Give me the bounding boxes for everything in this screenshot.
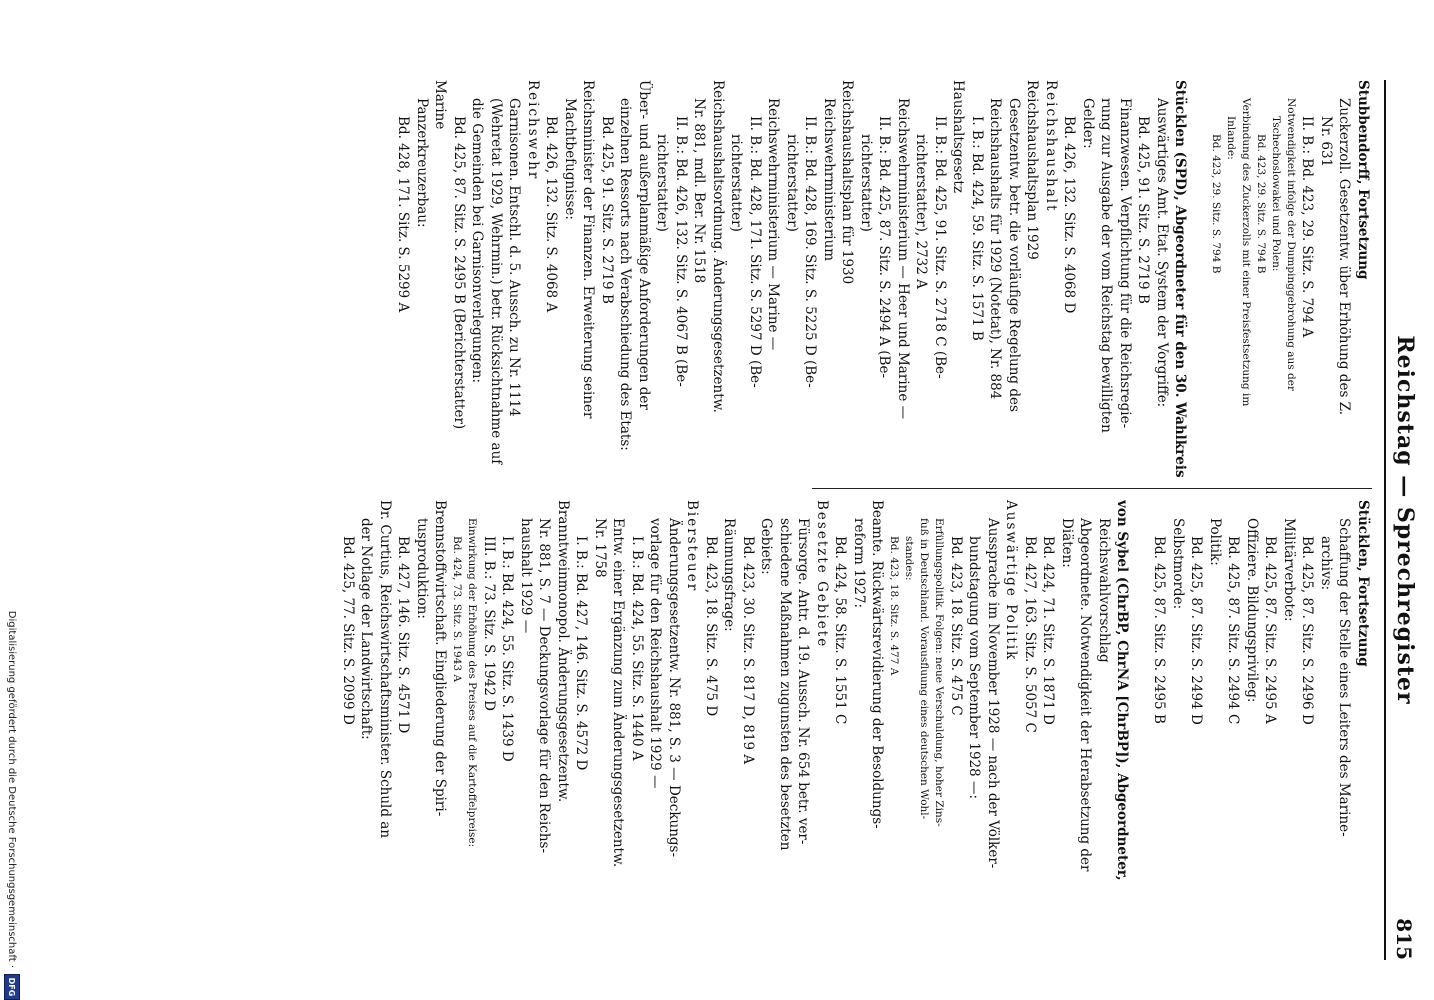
index-line: Diäten: [1059, 518, 1075, 568]
index-line: Entw. einer Ergänzung zum Änderungsgesetzentw. [610, 518, 627, 868]
index-line: Bd. 425, 91. Sitz. S. 2719 B [1135, 116, 1152, 304]
index-line: Brennstoffwirtschaft. Eingliederung der Spiri- [432, 500, 449, 817]
index-line: Panzerkreuzerbau: [414, 98, 430, 228]
index-line: richterstatter), 2732 A [913, 134, 930, 289]
right-column [339, 500, 1373, 940]
index-line: I. B.: Bd. 424, 55. Sitz. S. 1440 A [629, 536, 645, 761]
index-line: (Wehretat 1929, Wehrmin.) betr. Rücksichtnahme auf [488, 98, 504, 465]
index-line [1132, 500, 1151, 940]
index-line: haushalt 1929 — [518, 518, 534, 634]
index-line: Politik: [1207, 518, 1223, 566]
dfg-logo: DFG [4, 974, 20, 1000]
index-line: Zuckerzoll. Gesetzentw. über Erhöhung des Z. [1336, 98, 1353, 416]
index-line: Besetzte Gebiete [814, 500, 830, 649]
index-line: Reichswehrministerium [821, 98, 837, 262]
index-line: Stücklen (SPD), Abgeordneter für den 30. Wahlkreis [1172, 80, 1189, 478]
index-line: Reichshaushaltsplan 1929 [1024, 80, 1041, 260]
index-line: II. B.: Bd. 425, 87. Sitz. S. 2494 A (Be- [876, 116, 893, 379]
index-line: Beamte. Rückwärtsrevidierung der Besoldungs- [869, 500, 886, 829]
index-line: Reichshaushaltsplan für 1930 [839, 80, 856, 285]
index-line: Reichswehr [525, 80, 541, 181]
index-line: Reichswehrministerium — Marine — [765, 98, 782, 351]
page-number: 815 [1392, 918, 1416, 960]
index-line: richterstatter) [728, 134, 745, 232]
index-line: die Gemeinden bei Garnisonverlegungen: [469, 98, 486, 384]
index-line: Bd. 423, 29. Sitz. S. 794 B [1255, 134, 1267, 274]
index-line: bundstagung vom September 1928 —: [966, 536, 983, 800]
index-line: Auswärtige Politik [1003, 500, 1020, 662]
index-line: Bd. 426, 132. Sitz. S. 4068 D [1061, 116, 1078, 314]
index-line: Bd. 423, 29. Sitz. S. 794 B [1210, 134, 1222, 274]
index-line: Räumungsfrage: [721, 518, 738, 632]
index-line: Bd. 425, 87. Sitz. S. 2495 A [1262, 536, 1279, 724]
index-line: richterstatter) [784, 134, 800, 232]
index-line: Reichsminister der Finanzen. Erweiterung seiner [580, 80, 597, 419]
index-line: Bd. 425, 87. Sitz. S. 2494 D [1188, 536, 1205, 725]
index-line: von Sybel (ChrBP, ChrNA [ChrBP]), Abgeordneter, [1114, 500, 1131, 881]
index-line: Gelder: [1080, 98, 1096, 149]
index-line: Gesetzentw. betr. die vorläufige Regelung des [1006, 98, 1022, 412]
index-line: tusproduktion: [414, 518, 430, 619]
page-header [1384, 80, 1426, 960]
index-line: Offiziere. Bildungsprivileg: [1244, 518, 1260, 703]
index-line: Bd. 428, 171. Sitz. S. 5299 A [395, 116, 412, 313]
index-line: Notwendigkeit infolge der Dumpinggebrohung aus der [1285, 98, 1297, 391]
index-line: Reichshaushaltsordnung. Änderungsgesetzentw. [710, 80, 726, 413]
index-line: standes: [903, 536, 916, 581]
index-line: Fürsorge. Antr. d. 19. Aussch. Nr. 654 betr. ver- [795, 518, 812, 845]
index-line: Nr. 881, S. 7 — Deckungsvorlage für den Reichs- [536, 518, 553, 854]
index-line: Bd. 423, 18. Sitz. S. 475 D [703, 536, 719, 717]
index-line: Bd. 425, 87. Sitz. S. 2496 D [1299, 536, 1316, 725]
index-line [1190, 80, 1209, 480]
index-line: Dr. Curtius, Reichswirtschaftsminister. Schuld an [377, 500, 393, 839]
index-line: II. B.: Bd. 423, 29. Sitz. S. 794 A [1299, 116, 1316, 338]
index-line: Nr. 631 [1318, 116, 1334, 168]
index-line: Bd. 423, 18. Sitz. S. 477 A [888, 536, 901, 676]
index-line: II. B.: Bd. 425, 91. Sitz. S. 2718 C (Be- [932, 116, 948, 379]
index-line: Tschechoslowakei und Polen: [1270, 116, 1282, 272]
index-line: I. B.: Bd. 424, 55. Sitz. S. 1439 D [499, 536, 516, 762]
index-line: Schaffung der Stelle eines Leiters des Marine- [1336, 518, 1353, 837]
index-line: richterstatter) [654, 134, 671, 232]
index-line: Bd. 425, 87. Sitz. S. 2495 B (Berichterstatter) [451, 116, 467, 430]
index-line: Reichshaushalt [1043, 80, 1059, 213]
index-line: Verbindung des Zuckerzolls mit einer Preisfestsetzung im [1240, 98, 1252, 407]
index-line: Selbstmorde: [1170, 518, 1186, 610]
index-line: Biersteuer [684, 500, 701, 593]
index-line: fuß in Deutschland. Vorausfluung eines deutschen Wohl- [918, 518, 931, 820]
index-line: Marine [432, 80, 449, 130]
index-line: Änderungsgesetzentw. Nr. 881, S. 3 — Deckungs- [666, 518, 682, 858]
index-line: Bd. 425, 91. Sitz. S. 2719 B [599, 116, 615, 304]
index-line: Über- und außerplanmäßige Anforderungen der [636, 80, 652, 410]
index-line: Gebiets: [758, 518, 775, 575]
index-line: Bd. 425, 87. Sitz. S. 2494 C [1225, 536, 1242, 725]
index-line: Reichshaushalts für 1929 (Notetat), Nr. 884 [987, 98, 1004, 400]
index-line: richterstatter) [858, 134, 874, 232]
index-line: Aussprache im November 1928 — nach der Völker- [985, 518, 1001, 869]
index-line: Bd. 423, 30. Sitz. S. 817 D, 819 A [740, 536, 756, 765]
index-line: Inlande: [1225, 116, 1237, 160]
index-line: Finanzwesen. Verpflichtung für die Reichsregie- [1117, 98, 1133, 429]
index-line: Einwirkung der Erhöhung des Preises auf die Kartoffelpreise: [466, 518, 479, 848]
index-line: Bd. 427, 163. Sitz. S. 5057 C [1022, 536, 1038, 733]
index-line: rung zur Ausgabe der vom Reichstag bewilligten [1098, 98, 1115, 433]
index-line: Bd. 425, 87. Sitz. S. 2495 B [1151, 536, 1168, 724]
index-line: Abgeordnete. Notwendigkeit der Herabsetzung der [1077, 518, 1094, 872]
left-column [394, 80, 1372, 480]
running-head: Reichstag — Sprechregister [1392, 335, 1418, 705]
index-line: III. B.: 73. Sitz. S. 1942 D [481, 536, 497, 711]
index-line: reform 1927: [851, 518, 867, 609]
index-line: Branntweinmonopol. Änderungsgesetzentw. [555, 500, 571, 803]
index-line: Nr. 1758 [592, 518, 608, 578]
index-line: Bd. 424, 71. Sitz. S. 1871 D [1040, 536, 1057, 725]
index-line: I. B.: Bd. 424, 59. Sitz. S. 1571 B [969, 116, 985, 341]
index-line: schiedene Maßnahmen zugunsten des besetzten [777, 518, 793, 851]
digitization-credit [2, 0, 22, 1000]
index-line: Reichswehrministerium — Heer und Marine — [895, 98, 911, 420]
index-line: Bd. 426, 132. Sitz. S. 4068 A [543, 116, 560, 313]
index-line: I. B.: Bd. 427, 146. Sitz. S. 4572 D [573, 536, 590, 771]
index-line: Machtbefugnisse: [562, 98, 578, 220]
index-line: Stücklen, Fortsetzung [1355, 500, 1371, 667]
index-line: Garnisonen. Entschl. d. 5. Aussch. zu Nr. 1114 [506, 98, 523, 417]
index-line: archivs: [1318, 536, 1334, 591]
index-line: Militärverbote: [1281, 518, 1297, 622]
index-line: II. B.: Bd. 428, 169. Sitz. S. 5225 D (Be- [802, 116, 819, 388]
index-line: Nr. 881, mdl. Ber. Nr. 1518 [691, 98, 708, 284]
index-line: II. B.: Bd. 428, 171. Sitz. S. 5297 D (Be- [747, 116, 763, 388]
index-line: Auswärtiges Amt. Etat. System der Vorgriffe: [1154, 98, 1170, 408]
index-line: II. B.: Bd. 426, 132. Sitz. S. 4067 B (Be- [673, 116, 689, 387]
index-line: Bd. 424, 58. Sitz. S. 1551 C [832, 536, 849, 725]
credit-text: Digitalisierung gefördert durch die Deutsche Forschungsgemeinschaft · [6, 610, 18, 968]
index-line: Bd. 427, 146. Sitz. S. 4571 D [395, 536, 412, 734]
index-line: Erfüllungspolitik. Folgen: neue Verschuldung, hoher Zins- [933, 518, 946, 827]
index-line: der Notlage der Landwirtschaft: [358, 518, 375, 740]
index-line: einzelnen Ressorts nach Verabschiedung des Etats: [617, 98, 634, 451]
index-line: Bd. 425, 77. Sitz. S. 2099 D [340, 536, 356, 725]
index-line: vorlage für den Reichshaushalt 1929 — [647, 518, 664, 789]
index-line: Bd. 423, 18. Sitz. S. 475 C [948, 536, 964, 716]
index-line: Reichswahlvorschlag [1096, 518, 1112, 663]
index-line: Haushaltsgesetz [950, 80, 967, 193]
index-line: Stubbendorff, Fortsetzung [1355, 80, 1371, 280]
column-divider [812, 488, 1372, 489]
index-line: Bd. 424, 73. Sitz. S. 1943 A [451, 536, 464, 682]
